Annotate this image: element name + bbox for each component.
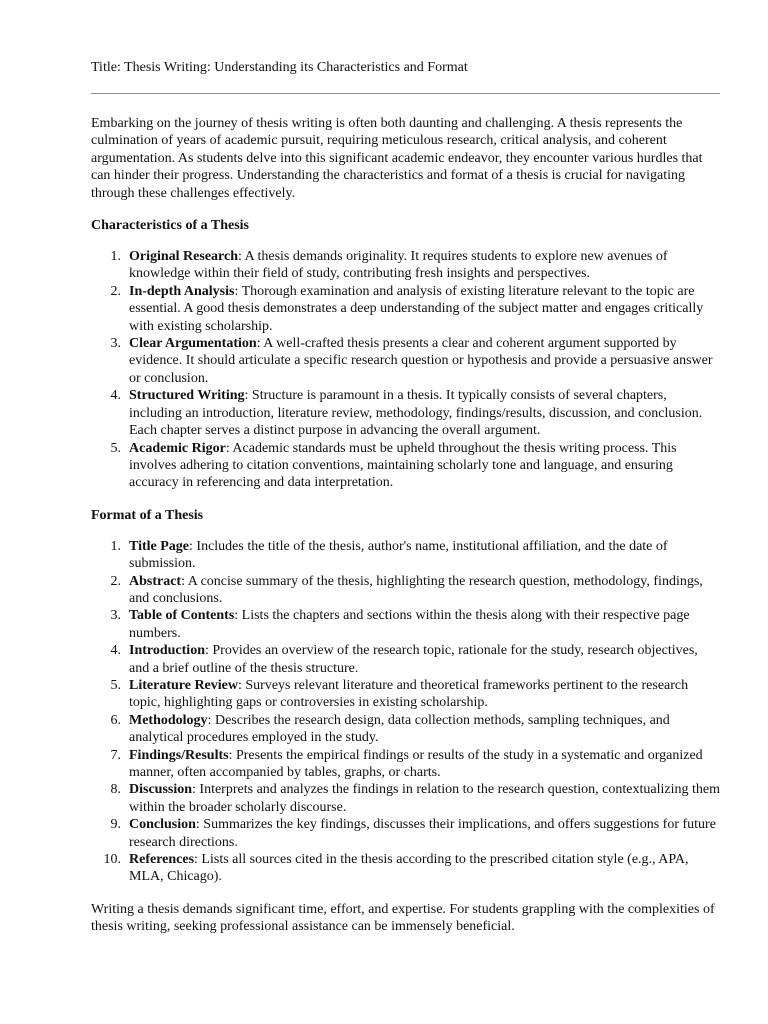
list-item-term: Conclusion <box>129 817 196 833</box>
list-item <box>91 607 721 642</box>
list-item-text: : Interprets and analyzes the findings in relation to the research question, contextualizing them within the broader scholarly discourse. <box>129 782 720 815</box>
list-item-number: 2. <box>110 283 121 299</box>
list-item-number: 4. <box>110 388 121 404</box>
list-item <box>91 573 721 608</box>
list-item-number: 5. <box>110 440 121 456</box>
title-divider <box>91 93 720 94</box>
list-item-term: Methodology <box>129 712 208 728</box>
list-item-text: : A well-crafted thesis presents a clear and coherent argument supported by evidence. It should articulate a specific research question or hypothesis and provide a persuasive answer or conclusion. <box>129 336 713 386</box>
list-item-term: Introduction <box>129 643 205 659</box>
list-item-term: Original Research <box>129 249 239 265</box>
list-item-text: : Lists all sources cited in the thesis according to the prescribed citation style (e.g., APA, MLA, Chicago). <box>129 852 689 885</box>
list-item <box>91 816 721 851</box>
list-item <box>91 747 721 782</box>
list-item <box>91 387 721 439</box>
list-item <box>91 335 721 387</box>
list-item-term: Discussion <box>129 782 193 798</box>
list-item-text: : Presents the empirical findings or results of the study in a systematic and organized manner, often accompanied by tables, graphs, or charts. <box>129 747 703 780</box>
list-item-text: : Lists the chapters and sections within the thesis along with their respective page numbers. <box>129 608 690 641</box>
list-item <box>91 677 721 712</box>
list-item-text: : Includes the title of the thesis, author's name, institutional affiliation, and the date of submission. <box>129 538 668 572</box>
list-item-number: 2. <box>110 573 121 589</box>
format-list <box>91 538 721 886</box>
format-heading: Format of a Thesis <box>91 507 204 523</box>
list-item-term: Table of Contents <box>129 608 235 624</box>
list-item-term: Academic Rigor <box>129 440 226 456</box>
list-item-text: : Provides an overview of the research topic, rationale for the study, research objectives, and a brief outline of the thesis structure. <box>129 643 698 676</box>
list-item <box>91 440 721 492</box>
characteristics-heading: Characteristics of a Thesis <box>91 218 249 234</box>
list-item-text: : A concise summary of the thesis, highlighting the research question, methodology, findings, and conclusions. <box>129 573 703 606</box>
list-item <box>91 712 721 747</box>
list-item-term: Clear Argumentation <box>129 336 257 352</box>
list-item <box>91 642 721 677</box>
closing-paragraph: Writing a thesis demands significant time, effort, and expertise. For students grappling with the complexities of thesis writing, seeking professional assistance can be immensely beneficial. <box>91 901 715 935</box>
list-item-text: : Structure is paramount in a thesis. It typically consists of several chapters, including an introduction, literature review, methodology, findings/results, discussion, and conclusion. Each chapter serves a distinct purpose in advancing the overall argument. <box>129 388 703 439</box>
intro-paragraph: Embarking on the journey of thesis writing is often both daunting and challenging. A thesis represents the culmination of years of academic pursuit, requiring meticulous research, critical analysis, and coherent argumentation. As students delve into this significant academic endeavor, they encounter various hurdles that can hinder their progress. Understanding the characteristics and format of a thesis is crucial for navigating through these challenges effectively. <box>91 116 703 201</box>
list-item-term: Title Page <box>129 538 190 554</box>
list-item <box>91 781 721 816</box>
characteristics-list <box>91 248 721 492</box>
list-item <box>91 851 721 886</box>
list-item-text: : Summarizes the key findings, discusses their implications, and offers suggestions for future research directions. <box>129 817 716 850</box>
list-item-number: 9. <box>110 817 121 833</box>
list-item-number: 10. <box>103 852 121 868</box>
list-item-number: 3. <box>110 608 121 624</box>
list-item <box>91 283 721 335</box>
list-item-number: 5. <box>110 677 121 693</box>
list-item-number: 1. <box>110 538 121 554</box>
list-item-number: 4. <box>110 643 121 659</box>
document-page <box>91 58 721 936</box>
list-item-term: Abstract <box>129 573 182 589</box>
list-item-text: : Thorough examination and analysis of existing literature relevant to the topic are essential. A good thesis demonstrates a deep understanding of the subject matter and engages critically with existing scholarship. <box>129 283 704 334</box>
list-item-text: : Academic standards must be upheld throughout the thesis writing process. This involves adhering to citation conventions, maintaining scholarly tone and language, and ensuring accuracy in referencing and data interpretation. <box>129 440 677 491</box>
list-item-term: In-depth Analysis <box>129 283 235 299</box>
list-item-text: : Describes the research design, data collection methods, sampling techniques, and analytical procedures employed in the study. <box>129 712 670 746</box>
document-title: Title: Thesis Writing: Understanding its Characteristics and Format <box>91 60 468 75</box>
list-item-term: Structured Writing <box>129 388 245 404</box>
list-item-number: 8. <box>110 782 121 798</box>
list-item-number: 1. <box>110 249 121 265</box>
list-item-number: 6. <box>110 712 121 728</box>
list-item <box>91 538 721 573</box>
list-item-number: 3. <box>110 336 121 352</box>
list-item-number: 7. <box>110 747 121 763</box>
list-item-term: References <box>129 852 195 868</box>
list-item <box>91 248 721 283</box>
list-item-term: Literature Review <box>129 677 238 693</box>
list-item-text: : A thesis demands originality. It requires students to explore new avenues of knowledge within their field of study, contributing fresh insights and perspectives. <box>129 249 668 282</box>
list-item-text: : Surveys relevant literature and theoretical frameworks pertinent to the research topic, highlighting gaps or controversies in existing scholarship. <box>129 677 689 711</box>
list-item-term: Findings/Results <box>129 747 229 763</box>
